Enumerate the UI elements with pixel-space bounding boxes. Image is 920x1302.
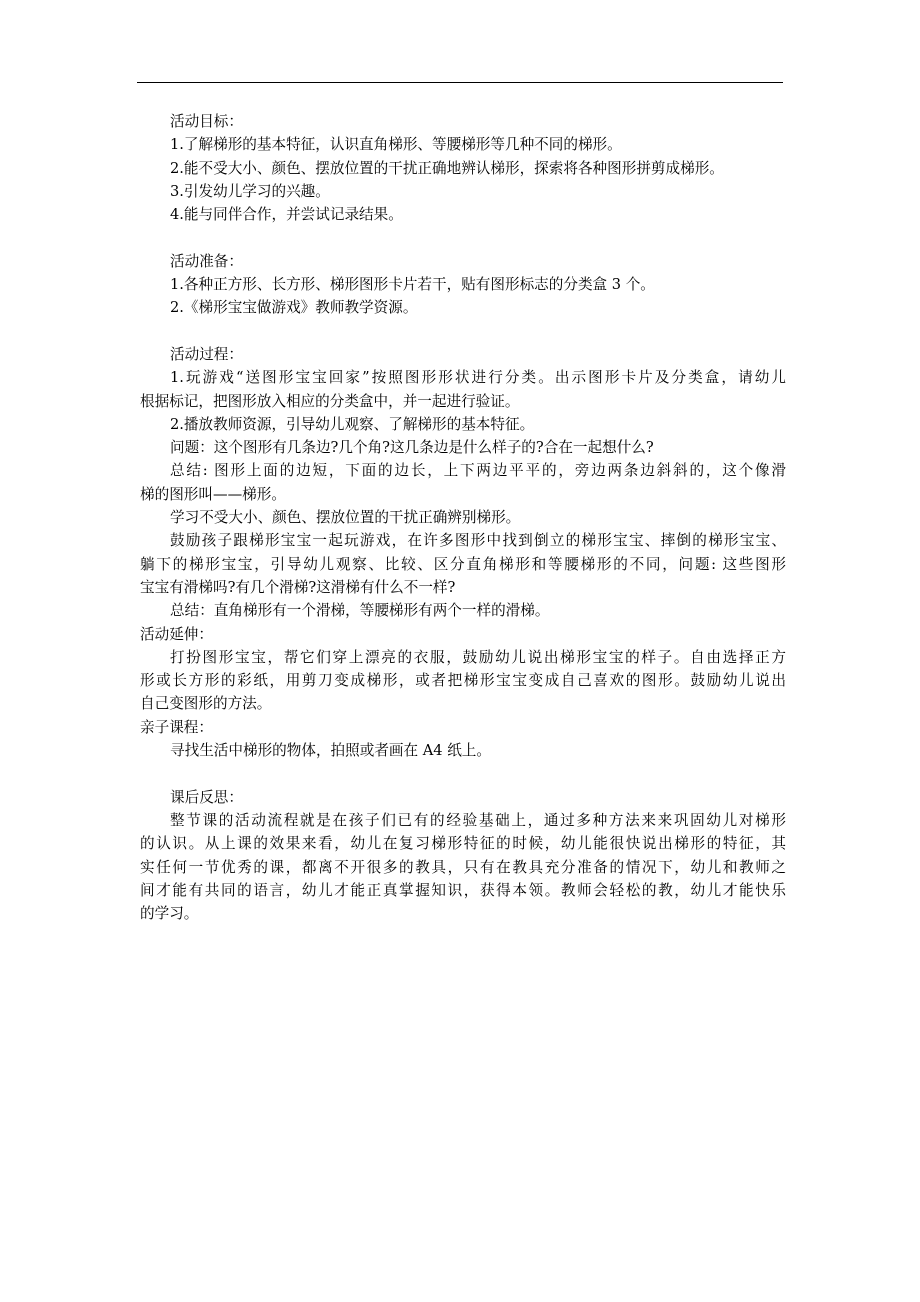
process-paragraph-6-line-2: 躺下的梯形宝宝，引导幼儿观察、比较、区分直角梯形和等腰梯形的不同，问题: 这些图形	[140, 555, 786, 573]
reflection-heading: 课后反思：	[170, 788, 243, 806]
reflection-line-3: 实任何一节优秀的课，都离不开很多的教具，只有在教具充分准备的情况下，幼儿和教师之	[140, 858, 786, 876]
goals-heading: 活动目标：	[170, 113, 243, 130]
extension-line-2: 形或长方形的彩纸，用剪刀变成梯形，或者把梯形宝宝变成自己喜欢的图形。鼓励幼儿说出	[140, 672, 786, 690]
process-summary-line-1: 总结: 图形上面的边短，下面的边长，上下两边平平的，旁边两条边斜斜的，这个像滑	[170, 462, 786, 480]
process-heading: 活动过程：	[170, 345, 243, 363]
goals-item-4: 4.能与同伴合作，并尝试记录结果。	[170, 206, 403, 224]
process-paragraph-1-line-2: 根据标记，把图形放入相应的分类盒中，并一起进行验证。	[140, 392, 520, 410]
process-summary-line-2: 梯的图形叫——梯形。	[140, 485, 286, 503]
header-rule	[137, 82, 783, 83]
process-paragraph-5: 学习不受大小、颜色、摆放位置的干扰正确辨别梯形。	[170, 509, 521, 527]
section-gap	[140, 320, 786, 343]
process-paragraph-6-line-3: 宝宝有滑梯吗?有几个滑梯?这滑梯有什么不一样?	[140, 578, 456, 596]
process-question: 问题：这个图形有几条边?几个角?这几条边是什么样子的?合在一起想什么?	[170, 439, 654, 457]
extension-heading: 活动延伸：	[140, 625, 213, 643]
goals-item-2: 2.能不受大小、颜色、摆放位置的干扰正确地辨认梯形，探索将各种图形拼剪成梯形。	[170, 159, 724, 177]
parent-child-line-1: 寻找生活中梯形的物体，拍照或者画在 A4 纸上。	[170, 742, 491, 760]
process-paragraph-6-line-1: 鼓励孩子跟梯形宝宝一起玩游戏，在许多图形中找到倒立的梯形宝宝、摔倒的梯形宝宝、	[170, 532, 786, 550]
preparation-item-1: 1.各种正方形、长方形、梯形图形卡片若干，贴有图形标志的分类盒 3 个。	[170, 276, 655, 294]
goals-item-1: 1.了解梯形的基本特征，认识直角梯形、等腰梯形等几种不同的梯形。	[170, 136, 622, 154]
goals-item-3: 3.引发幼儿学习的兴趣。	[170, 182, 330, 200]
reflection-line-4: 间才能有共同的语言，幼儿才能正真掌握知识，获得本领。教师会轻松的教，幼儿才能快乐	[140, 881, 786, 899]
document-body	[140, 110, 786, 925]
reflection-line-5: 的学习。	[140, 905, 199, 923]
process-paragraph-1-line-1: 1.玩游戏“送图形宝宝回家”按照图形形状进行分类。出示图形卡片及分类盒，请幼儿	[170, 369, 786, 387]
preparation-heading: 活动准备：	[170, 252, 243, 270]
extension-line-3: 自己变图形的方法。	[140, 695, 272, 713]
section-gap	[140, 762, 786, 785]
reflection-line-2: 的认识。从上课的效果来看，幼儿在复习梯形特征的时候，幼儿能很快说出梯形的特征，其	[140, 835, 786, 853]
parent-child-heading: 亲子课程：	[140, 718, 213, 736]
section-gap	[140, 226, 786, 249]
extension-line-1: 打扮图形宝宝，帮它们穿上漂亮的衣服，鼓励幼儿说出梯形宝宝的样子。自由选择正方	[170, 648, 786, 666]
process-summary-2: 总结：直角梯形有一个滑梯，等腰梯形有两个一样的滑梯。	[170, 602, 550, 620]
reflection-line-1: 整节课的活动流程就是在孩子们已有的经验基础上，通过多种方法来来巩固幼儿对梯形	[170, 811, 786, 829]
process-paragraph-2: 2.播放教师资源，引导幼儿观察、了解梯形的基本特征。	[170, 415, 535, 433]
preparation-item-2: 2.《梯形宝宝做游戏》教师教学资源。	[170, 299, 418, 317]
